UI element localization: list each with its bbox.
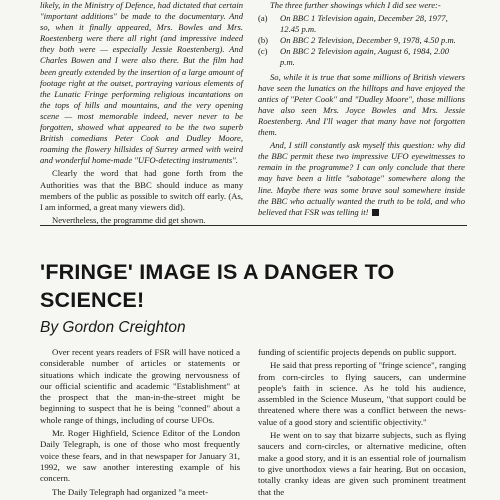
showing-label: (a) (258, 13, 268, 24)
showings-list (258, 13, 465, 68)
showing-text: On BBC 2 Television again, August 6, 1984, 2.00 p.m. (280, 46, 450, 68)
article-right-column (258, 347, 466, 498)
article-headline: 'FRINGE' IMAGE IS A DANGER TO SCIENCE! (40, 260, 395, 312)
showing-item (258, 35, 465, 46)
showing-text: On BBC 2 Television, December 9, 1978, 4.50 p.m. (280, 35, 456, 46)
article-paragraph-3: The Daily Telegraph had organized "a meet- (52, 486, 209, 497)
article-paragraph-5: He said that press reporting of "fringe science", ranging from corn-circles to flying saucers, can undermine people's faith in science. As he told his audience, assembled in the Science Museum, "that support could be threatened where there was a conflict between the news-value of a good story and scientific objectivity." (258, 360, 467, 427)
top-right-column (258, 0, 465, 218)
article-paragraph-2: Mr. Roger Highfield, Science Editor of the London Daily Telegraph, is one of those who most frequently voice these fears, and in that newspaper for January 31, 1992, we saw another interesting example of his concern. (40, 428, 240, 484)
article-byline: By Gordon Creighton (40, 319, 186, 336)
top-right-paragraph-2 (258, 140, 465, 218)
section-divider (40, 225, 467, 226)
top-right-paragraph-1: So, while it is true that some millions of British viewers have seen the lunatics on the hilltops and have enjoyed the antics of "Peter Cook" and "Dudley Moore", those millions have also seen Mrs. Joyce Bowles and Mrs. Jessie Roestenberg. And I'll wager that many have not forgotten them. (258, 71, 465, 138)
article-paragraph-4: funding of scientific projects depends on public support. (258, 347, 457, 357)
article-left-column (40, 347, 240, 498)
top-right-paragraph-2-text: And, I still constantly ask myself this question: why did the BBC permit these two impressive UFO eyewitnesses to remain in the programme? I can only conclude that there may have been a little "sabotage" somewhere along the line. Maybe there was some brave soul somewhere inside the BBC who actually wanted the truth to be told, and who believed that FSR was telling it! (258, 140, 465, 217)
showing-item (258, 46, 465, 68)
top-left-paragraph-1: likely, in the Ministry of Defence, had dictated that certain "important additions" be made to the documentary. And so, when it finally appeared, Mrs. Bowles and Mrs. Roestenberg were there all right (and impressive indeed they both were — especially Jessie Roestenberg). And Charles Bowen and I were also there. But the film had been greatly extended by the insertion of a large amount of footage right at the outset, portraying various elements of the Lunatic Fringe performing religious incantations on the tops of hills and mountains, and the very opening scene — most memorable indeed, never never to be forgotten, showed what appeared to be the two superb British comedians Peter Cook and Dudley Moore, roaming the flowery hillsides of Surrey armed with weird and wonderful home-made "UFO-detecting instruments". (40, 0, 243, 166)
showing-label: (c) (258, 46, 268, 57)
top-left-paragraph-2: Clearly the word that had gone forth from the Authorities was that the BBC should induce as many members of the public as possible to switch off early. (As, I am informed, a great many viewers did). (40, 168, 243, 212)
top-left-paragraph-3: Nevertheless, the programme did get shown. (52, 214, 206, 225)
showing-text: On BBC 1 Television again, December 28, 1977, 12.45 p.m. (280, 13, 448, 35)
end-of-article-mark (372, 209, 379, 216)
showing-label: (b) (258, 35, 269, 46)
showings-intro: The three further showings which I did see were:- (270, 0, 441, 10)
article-paragraph-6: He went on to say that bizarre subjects, such as flying saucers and corn-circles, or alternative medicine, often make a good story, and it is an essential role of journalism to give unorthodox views a fair hearing. But on occasion, totally cranky ideas are given such prominent treatment that the (258, 430, 466, 497)
top-left-column (40, 0, 243, 226)
showing-item (258, 13, 465, 35)
article-paragraph-1: Over recent years readers of FSR will have noticed a considerable number of articles or statements or situations which indicate the growing nervousness of our official scientific and academic "Establishment" at the prospect that the man-in-the-street might be beginning to suspect that he is being "conned" about a whole range of things, including of course UFOs. (40, 347, 240, 425)
